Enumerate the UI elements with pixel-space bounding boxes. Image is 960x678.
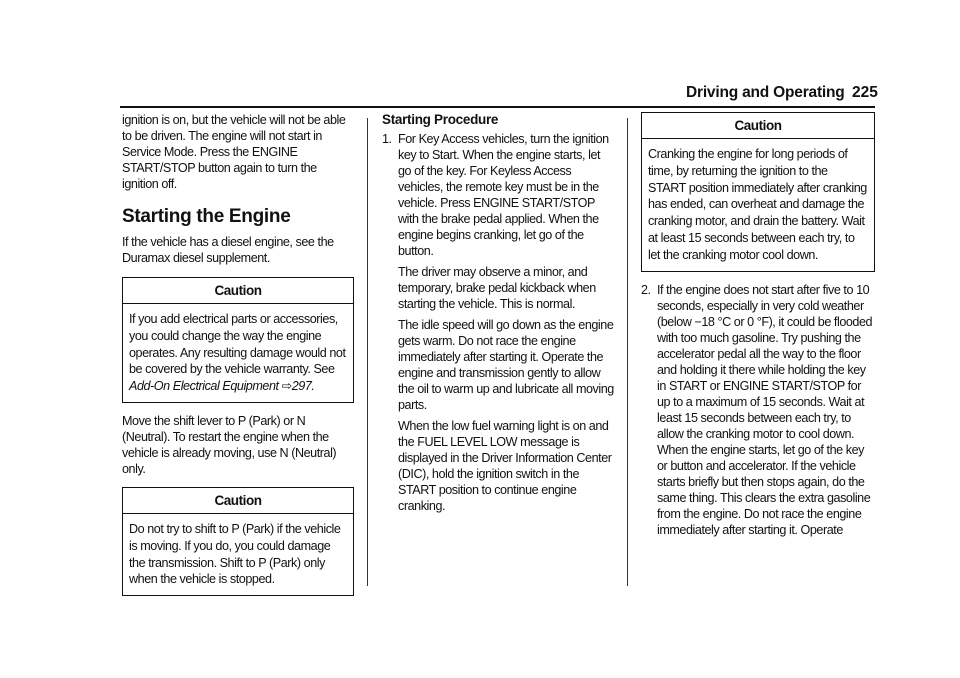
step-paragraph: For Key Access vehicles, turn the ignition key to Start. When the engine starts, let go of the key. For Keyless Access vehicles, the remote key must be in the vehicle. Press ENGINE START/STOP with the brake pedal applied. When the engine begins cranking, let go of the button. [398,132,609,258]
caution-box [122,277,354,403]
caution-body [123,304,353,402]
page-ref-arrow-icon: ⇨ [281,379,292,394]
caution-box [641,112,875,272]
procedure-list [382,131,614,514]
running-header-title: Driving and Operating [686,84,845,101]
header-rule [120,106,875,108]
procedure-list [641,282,875,538]
sub-heading: Starting Procedure [382,112,499,127]
shift-paragraph: Move the shift lever to P (Park) or N (Neutral). To restart the engine when the vehicle is already moving, use N (Neutral) only. [122,413,337,476]
intro-paragraph: ignition is on, but the vehicle will not be able to be driven. The engine will not start in Service Mode. Press the ENGINE START/STOP button again to turn the ignition off. [122,113,346,191]
step-number: 2. [641,282,651,297]
caution-text: If you add electrical parts or accessories, you could change the way the engine operates. Any resulting damage would not be covered by the vehicle warranty. See [129,312,346,377]
diesel-paragraph: If the vehicle has a diesel engine, see the Duramax diesel supplement. [122,235,334,265]
caution-body: Cranking the engine for long periods of time, by returning the ignition to the START position immediately after cranking has ended, can overheat and damage the cranking motor, and drain the battery. Wait at least 15 seconds between each try, to let the cranking motor cool down. [648,147,867,262]
cross-reference-link[interactable]: Add-On Electrical Equipment [129,379,279,394]
caution-box [122,487,354,596]
caution-body: Do not try to shift to P (Park) if the vehicle is moving. If you do, you could damage the transmission. Shift to P (Park) only when the vehicle is stopped. [129,521,341,587]
caution-title: Caution [642,113,874,139]
column-middle [382,112,614,514]
step-paragraph: The idle speed will go down as the engine gets warm. Do not race the engine immediately after starting it. Operate the engine and transmission gently to allow the oil to warm up and lubricate all moving parts. [398,318,614,412]
page-number: 225 [852,84,878,101]
step-number: 1. [382,132,392,146]
list-item [382,131,614,514]
step-paragraph: If the engine does not start after five to 10 seconds, especially in very cold weather (below −18 °C or 0 °F), it could be flooded with too much gasoline. Try pushing the accelerator pedal all the way to the floor and holding it there while holding the key in START or ENGINE START/STOP for up to a maximum of 15 seconds. Wait at least 15 seconds between each try, to allow the cranking motor to cool down. When the engine starts, let go of the key or button and accelerator. If the vehicle starts briefly but then stops again, do the same thing. This clears the extra gasoline from the engine. Do not race the engine immediately after starting it. Operate [657,282,873,537]
column-divider [367,118,368,586]
column-left [122,112,354,596]
caution-title: Caution [123,278,353,304]
step-paragraph: When the low fuel warning light is on and the FUEL LEVEL LOW message is displayed in the Driver Information Center (DIC), hold the ignition switch in the START position to continue engine cranking. [398,419,612,513]
column-divider [627,118,628,586]
section-heading: Starting the Engine [122,206,291,227]
step-paragraph: The driver may observe a minor, and temporary, brake pedal kickback when starting the vehicle. This is normal. [398,265,596,311]
caution-title: Caution [123,488,353,514]
list-item [641,282,875,538]
cross-reference-page[interactable]: 297. [291,379,315,394]
column-right [641,112,875,538]
